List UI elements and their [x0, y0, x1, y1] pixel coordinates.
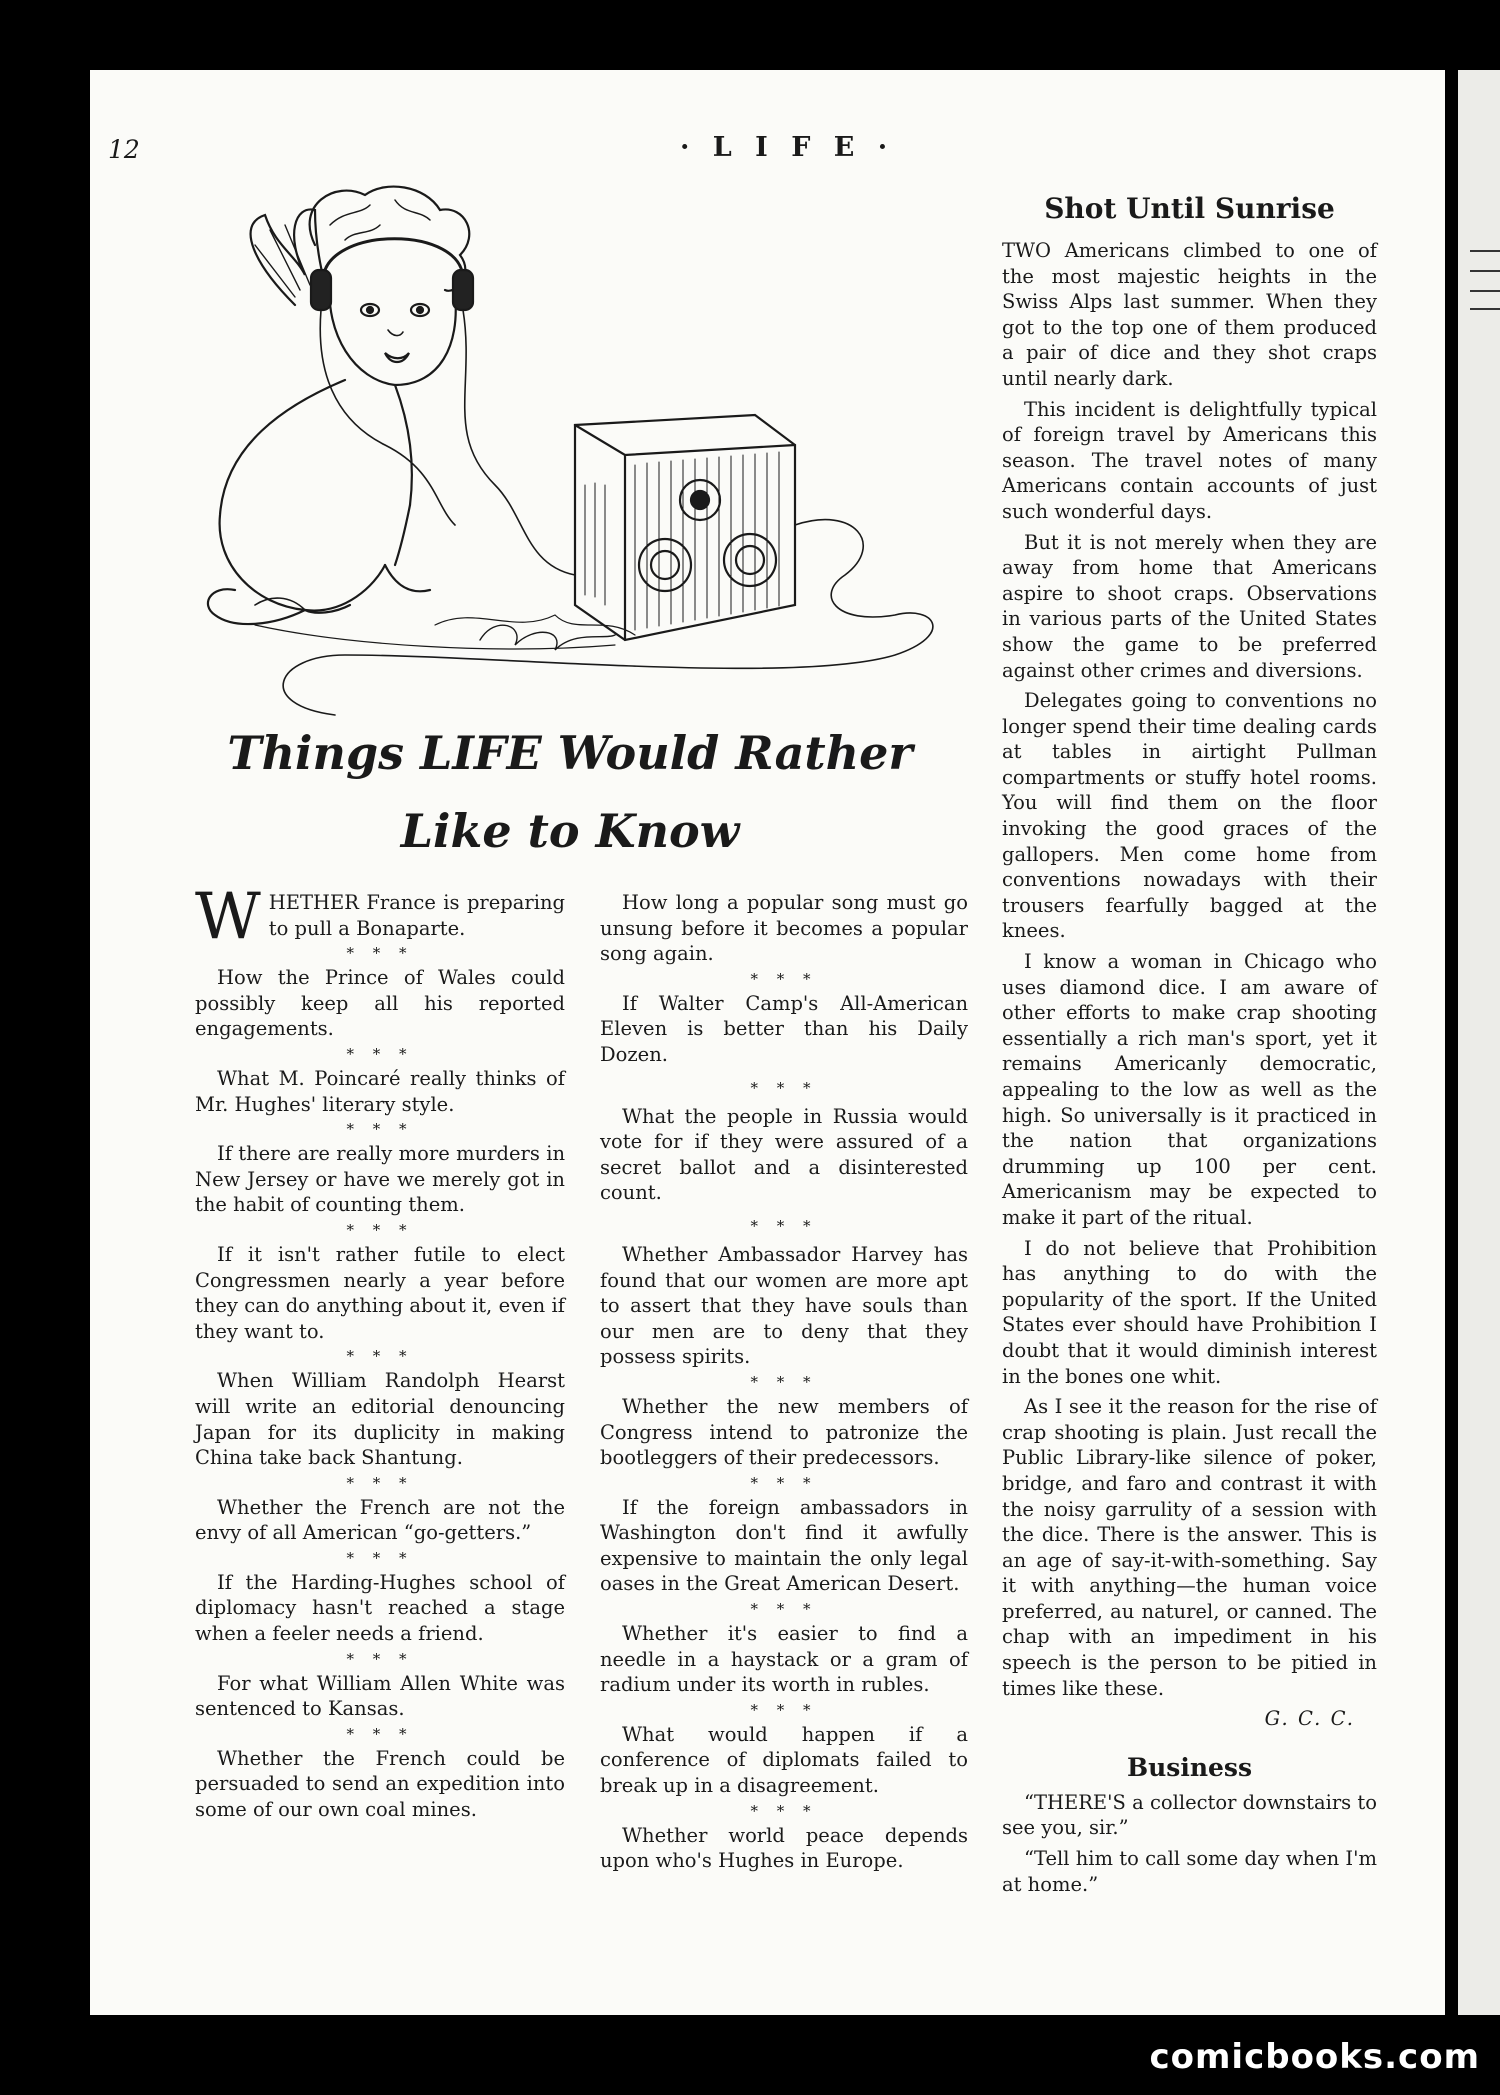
list-item	[600, 1495, 968, 1597]
item-text: If there are really more murders in New Jersey or have we merely got in the habit of counting them.	[195, 1142, 565, 1217]
feature-title-line1: Things LIFE Would Rather	[227, 726, 913, 780]
separator: * * *	[346, 944, 414, 963]
list-item	[600, 1823, 968, 1874]
separator: * * *	[750, 1801, 818, 1820]
separator: * * *	[750, 1216, 818, 1235]
list-item	[195, 965, 565, 1042]
list-item	[600, 1722, 968, 1799]
list-item	[195, 1066, 565, 1117]
item-text: Whether the French are not the envy of all American “go-getters.”	[195, 1495, 565, 1545]
article-title: Shot Until Sunrise	[1044, 192, 1335, 225]
list-item	[195, 1242, 565, 1344]
adjacent-page-edge	[1458, 70, 1500, 2015]
item-text: If the foreign ambassadors in Washington don't find it awfully expensive to maintain the only legal oases in the Great American Desert.	[600, 1495, 968, 1596]
item-text: Whether world peace depends upon who's Hughes in Europe.	[600, 1823, 968, 1873]
business-title: Business	[1126, 1752, 1253, 1782]
separator: * * *	[346, 1473, 414, 1492]
separator: * * *	[750, 1473, 818, 1492]
item-text: If Walter Camp's All-American Eleven is better than his Daily Dozen.	[600, 991, 968, 1066]
separator: * * *	[750, 1700, 818, 1719]
list-item	[195, 1570, 565, 1647]
item-text: HETHER France is preparing to pull a Bonaparte.	[268, 891, 565, 940]
article-paragraph: Delegates going to conventions no longer spend their time dealing cards at tables in airtight Pullman compartments or stuffy hotel rooms. You will find them on the floor invoking the good graces of the gallopers. Men come home from conventions nowadays with their trousers fearfully bagged at the knees.	[1002, 689, 1377, 943]
separator: * * *	[346, 1649, 414, 1668]
item-text: What would happen if a conference of diplomats failed to break up in a disagreement.	[600, 1722, 968, 1798]
business-line: “THERE'S a collector downstairs to see you, sir.”	[1002, 1790, 1377, 1840]
item-text: Whether the new members of Congress intend to patronize the bootleggers of their predecessors.	[600, 1394, 968, 1470]
list-item	[600, 1621, 968, 1698]
list-item	[195, 1671, 565, 1722]
separator: * * *	[750, 969, 818, 988]
cherub-radio-illustration	[195, 185, 965, 745]
article-column	[1002, 192, 1377, 1902]
list-item	[195, 880, 565, 954]
list-item	[195, 1495, 565, 1546]
separator: * * *	[346, 1220, 414, 1239]
separator: * * *	[750, 1600, 818, 1619]
separator: * * *	[346, 1120, 414, 1139]
article-paragraph: But it is not merely when they are away from home that Americans aspire to shoot craps. Observations in various parts of the United States show the game to be preferred against other crimes and diversions.	[1002, 530, 1377, 682]
drop-cap: W	[195, 880, 261, 954]
item-text: Whether Ambassador Harvey has found that our women are more apt to assert that they have souls than our men are to deny that they possess spirits.	[600, 1242, 968, 1369]
article-paragraph: As I see it the reason for the rise of crap shooting is plain. Just recall the Public Library-like silence of poker, bridge, and faro and contrast it with the noisy garrulity of a session with the dice. There is the answer. This is an age of say-it-with-something. Say it with anything—the human voice preferred, au naturel, or canned. The chap with an impediment in his speech is the person to be pitied in times like these.	[1002, 1395, 1377, 1700]
list-item	[195, 1368, 565, 1470]
article-paragraph: I do not believe that Prohibition has anything to do with the popularity of the sport. If the United States ever should have Prohibition I doubt that it would diminish interest in the bones one whit.	[1002, 1236, 1377, 1388]
list-item	[600, 890, 968, 967]
item-text: If it isn't rather futile to elect Congressmen nearly a year before they can do anything about it, even if they want to.	[195, 1242, 565, 1343]
list-item	[600, 1104, 968, 1206]
list-item	[600, 991, 968, 1068]
item-text: How long a popular song must go unsung before it becomes a popular song again.	[600, 891, 968, 966]
item-text: What M. Poincaré really thinks of Mr. Hughes' literary style.	[195, 1066, 565, 1116]
feature-column-2	[600, 890, 968, 1874]
watermark: comicbooks.com	[1149, 2037, 1480, 2077]
separator: * * *	[346, 1724, 414, 1743]
item-text: If the Harding-Hughes school of diplomacy hasn't reached a stage when a feeler needs a friend.	[195, 1570, 565, 1646]
list-item	[600, 1242, 968, 1370]
item-text: When William Randolph Hearst will write an editorial denouncing Japan for its duplicity in making China take back Shantung.	[195, 1369, 565, 1470]
separator: * * *	[750, 1078, 818, 1097]
page-number: 12	[108, 135, 140, 164]
list-item	[195, 1746, 565, 1823]
article-paragraph: This incident is delightfully typical of foreign travel by Americans this season. The travel notes of many Americans contain accounts of just such wonderful days.	[1002, 397, 1377, 523]
separator: * * *	[346, 1347, 414, 1366]
masthead: · L I F E ·	[680, 132, 895, 163]
feature-column-1	[195, 880, 565, 1823]
article-signature: G. C. C.	[1264, 1707, 1355, 1731]
article-paragraph: I know a woman in Chicago who uses diamond dice. I am aware of other efforts to make crap shooting essentially a rich man's sport, yet it remains Americanly democratic, appealing to the low as well as the high. So universally is it practiced in the nation that organizations drumming up 100 per cent. Americanism may be expected to make it part of the ritual.	[1002, 950, 1377, 1229]
separator: * * *	[346, 1044, 414, 1063]
item-text: What the people in Russia would vote for if they were assured of a secret ballot and a disinterested count.	[600, 1104, 968, 1205]
business-line: “Tell him to call some day when I'm at home.”	[1002, 1847, 1377, 1896]
music-staff-icon	[1470, 250, 1500, 310]
item-text: For what William Allen White was sentenced to Kansas.	[195, 1671, 565, 1721]
separator: * * *	[750, 1372, 818, 1391]
separator: * * *	[346, 1548, 414, 1567]
list-item	[600, 1394, 968, 1471]
item-text: Whether it's easier to find a needle in a haystack or a gram of radium under its worth in rubles.	[600, 1622, 968, 1697]
feature-title-line2: Like to Know	[400, 804, 740, 858]
item-text: How the Prince of Wales could possibly keep all his reported engagements.	[195, 966, 565, 1041]
article-paragraph: TWO Americans climbed to one of the most majestic heights in the Swiss Alps last summer. When they got to the top one of them produced a pair of dice and they shot craps until nearly dark.	[1002, 239, 1377, 390]
list-item	[195, 1141, 565, 1218]
item-text: Whether the French could be persuaded to send an expedition into some of our own coal mines.	[195, 1746, 565, 1822]
